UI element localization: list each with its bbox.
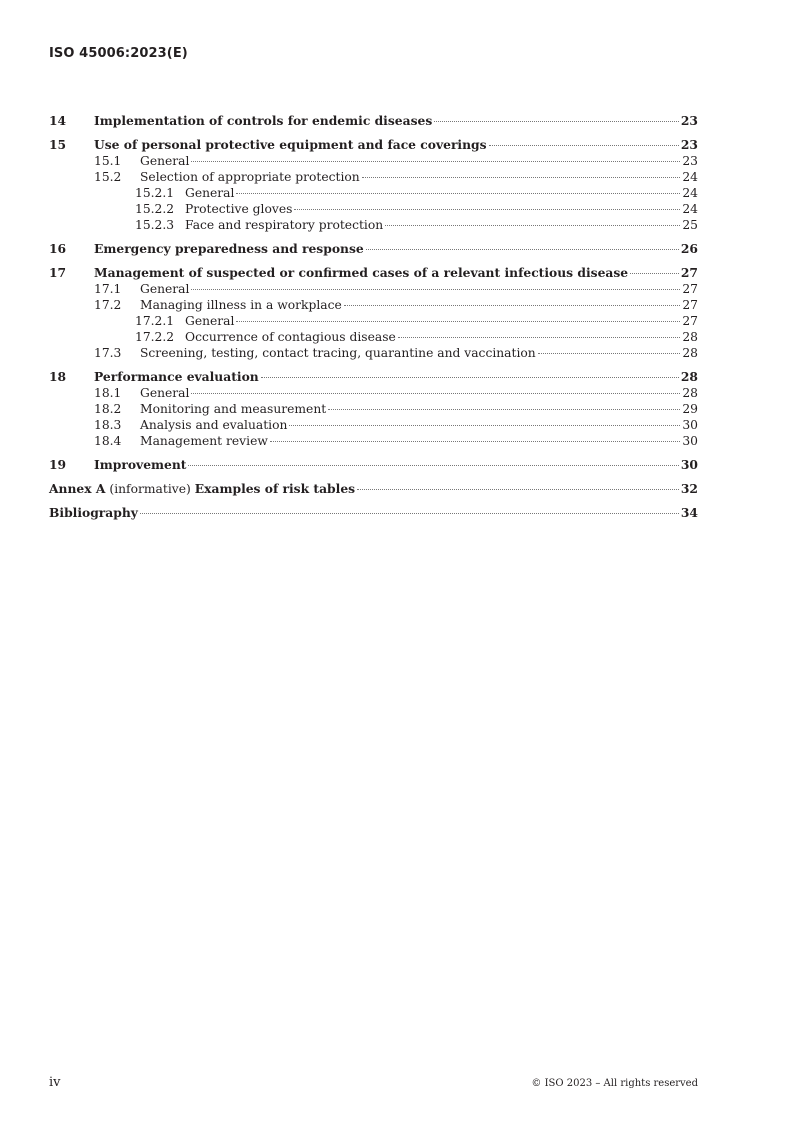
dot-leader xyxy=(328,409,680,410)
toc-entry-title: Protective gloves xyxy=(185,202,293,216)
toc-entry-title: Screening, testing, contact tracing, quarantine and vaccination xyxy=(140,346,536,360)
toc-entry-title: Bibliography xyxy=(49,505,138,520)
toc-entry-number: 17 xyxy=(49,265,67,280)
toc-entry-number: 15.1 xyxy=(94,154,122,168)
toc-entry-page: 28 xyxy=(682,330,698,344)
toc-entry-number: 17.2 xyxy=(94,298,122,312)
dot-leader xyxy=(538,353,680,354)
toc-entry-title: Occurrence of contagious disease xyxy=(185,330,396,344)
dot-leader xyxy=(385,225,680,226)
toc-entry-18-1[interactable] xyxy=(49,385,698,401)
toc-entry-number: 18.1 xyxy=(94,386,122,400)
dot-leader xyxy=(398,337,680,338)
toc-entry-page: 27 xyxy=(682,298,698,312)
dot-leader xyxy=(261,377,679,378)
toc-entry-page: 27 xyxy=(682,314,698,328)
toc-entry-17-3[interactable] xyxy=(49,345,698,361)
toc-entry-number: 15.2.2 xyxy=(135,202,175,216)
toc-entry-page: 30 xyxy=(682,418,698,432)
table-of-contents xyxy=(49,113,698,521)
toc-entry-16[interactable] xyxy=(49,241,698,257)
toc-entry-page: 23 xyxy=(680,113,698,128)
toc-entry-page: 25 xyxy=(682,218,698,232)
toc-entry-number: 17.1 xyxy=(94,282,122,296)
toc-entry-number: 18.4 xyxy=(94,434,122,448)
annex-qualifier: (informative) xyxy=(109,482,191,496)
toc-entry-title: Face and respiratory protection xyxy=(185,218,384,232)
toc-entry-17-2-2[interactable] xyxy=(49,329,698,345)
toc-entry-18[interactable] xyxy=(49,369,698,385)
toc-entry-page: 24 xyxy=(682,202,698,216)
toc-entry-17-2[interactable] xyxy=(49,297,698,313)
toc-entry-title: Use of personal protective equipment and face coverings xyxy=(94,137,487,152)
toc-entry-page: 28 xyxy=(682,386,698,400)
toc-entry-page: 23 xyxy=(680,137,698,152)
dot-leader xyxy=(140,513,679,514)
dot-leader xyxy=(366,249,679,250)
toc-entry-annex-a[interactable] xyxy=(49,481,698,497)
toc-entry-number: 19 xyxy=(49,457,67,472)
toc-entry-page: 29 xyxy=(682,402,698,416)
dot-leader xyxy=(191,289,680,290)
toc-entry-page: 32 xyxy=(680,481,698,496)
toc-entry-title: General xyxy=(140,154,190,168)
toc-entry-page: 28 xyxy=(682,346,698,360)
toc-entry-17-1[interactable] xyxy=(49,281,698,297)
toc-entry-page: 30 xyxy=(682,434,698,448)
toc-entry-number: 14 xyxy=(49,113,67,128)
toc-entry-15-2-1[interactable] xyxy=(49,185,698,201)
toc-entry-15[interactable] xyxy=(49,137,698,153)
toc-entry-title: Management review xyxy=(140,434,268,448)
toc-entry-title: Analysis and evaluation xyxy=(140,418,288,432)
toc-entry-page: 23 xyxy=(682,154,698,168)
toc-entry-page: 26 xyxy=(680,241,698,256)
toc-entry-page: 30 xyxy=(680,457,698,472)
toc-entry-title: Monitoring and measurement xyxy=(140,402,327,416)
toc-entry-number: 17.3 xyxy=(94,346,122,360)
toc-entry-18-2[interactable] xyxy=(49,401,698,417)
annex-label: Annex A xyxy=(49,481,106,496)
toc-entry-title: Performance evaluation xyxy=(94,369,259,384)
toc-entry-15-1[interactable] xyxy=(49,153,698,169)
toc-entry-page: 28 xyxy=(680,369,698,384)
dot-leader xyxy=(270,441,680,442)
toc-entry-title: Improvement xyxy=(94,457,187,472)
toc-entry-title: General xyxy=(185,186,235,200)
toc-entry-14[interactable] xyxy=(49,113,698,129)
page-footer xyxy=(49,1075,698,1090)
toc-entry-15-2[interactable] xyxy=(49,169,698,185)
toc-entry-title: Selection of appropriate protection xyxy=(140,170,360,184)
toc-entry-number: 15.2.3 xyxy=(135,218,175,232)
dot-leader xyxy=(188,465,678,466)
dot-leader xyxy=(236,321,680,322)
dot-leader xyxy=(489,145,679,146)
toc-entry-number: 15 xyxy=(49,137,67,152)
dot-leader xyxy=(357,489,679,490)
dot-leader xyxy=(289,425,680,426)
page-number: iv xyxy=(49,1075,61,1090)
toc-entry-page: 34 xyxy=(680,505,698,520)
dot-leader xyxy=(191,161,680,162)
toc-entry-number: 18 xyxy=(49,369,67,384)
toc-entry-18-3[interactable] xyxy=(49,417,698,433)
toc-entry-15-2-2[interactable] xyxy=(49,201,698,217)
toc-entry-15-2-3[interactable] xyxy=(49,217,698,233)
toc-entry-number: 15.2 xyxy=(94,170,122,184)
toc-entry-number: 15.2.1 xyxy=(135,186,175,200)
dot-leader xyxy=(630,273,679,274)
toc-entry-title: General xyxy=(185,314,235,328)
dot-leader xyxy=(362,177,680,178)
toc-entry-19[interactable] xyxy=(49,457,698,473)
toc-entry-title: Managing illness in a workplace xyxy=(140,298,342,312)
dot-leader xyxy=(191,393,680,394)
dot-leader xyxy=(434,121,679,122)
toc-entry-number: 16 xyxy=(49,241,67,256)
toc-entry-17[interactable] xyxy=(49,265,698,281)
toc-entry-page: 24 xyxy=(682,186,698,200)
toc-entry-bibliography[interactable] xyxy=(49,505,698,521)
toc-entry-18-4[interactable] xyxy=(49,433,698,449)
toc-entry-title: Management of suspected or confirmed cases of a relevant infectious disease xyxy=(94,265,629,280)
toc-entry-title: Emergency preparedness and response xyxy=(94,241,364,256)
toc-entry-page: 27 xyxy=(682,282,698,296)
toc-entry-page: 24 xyxy=(682,170,698,184)
toc-entry-page: 27 xyxy=(680,265,698,280)
toc-entry-title: General xyxy=(140,282,190,296)
toc-entry-17-2-1[interactable] xyxy=(49,313,698,329)
copyright-notice: © ISO 2023 – All rights reserved xyxy=(531,1078,698,1089)
toc-entry-number: 18.3 xyxy=(94,418,122,432)
dot-leader xyxy=(344,305,680,306)
document-id-header: ISO 45006:2023(E) xyxy=(49,46,188,61)
toc-entry-title: General xyxy=(140,386,190,400)
toc-entry-number: 18.2 xyxy=(94,402,122,416)
toc-entry-number: 17.2.1 xyxy=(135,314,175,328)
toc-entry-title: Implementation of controls for endemic diseases xyxy=(94,113,433,128)
toc-entry-title: Examples of risk tables xyxy=(194,481,356,496)
toc-entry-number: 17.2.2 xyxy=(135,330,175,344)
dot-leader xyxy=(236,193,680,194)
dot-leader xyxy=(294,209,680,210)
